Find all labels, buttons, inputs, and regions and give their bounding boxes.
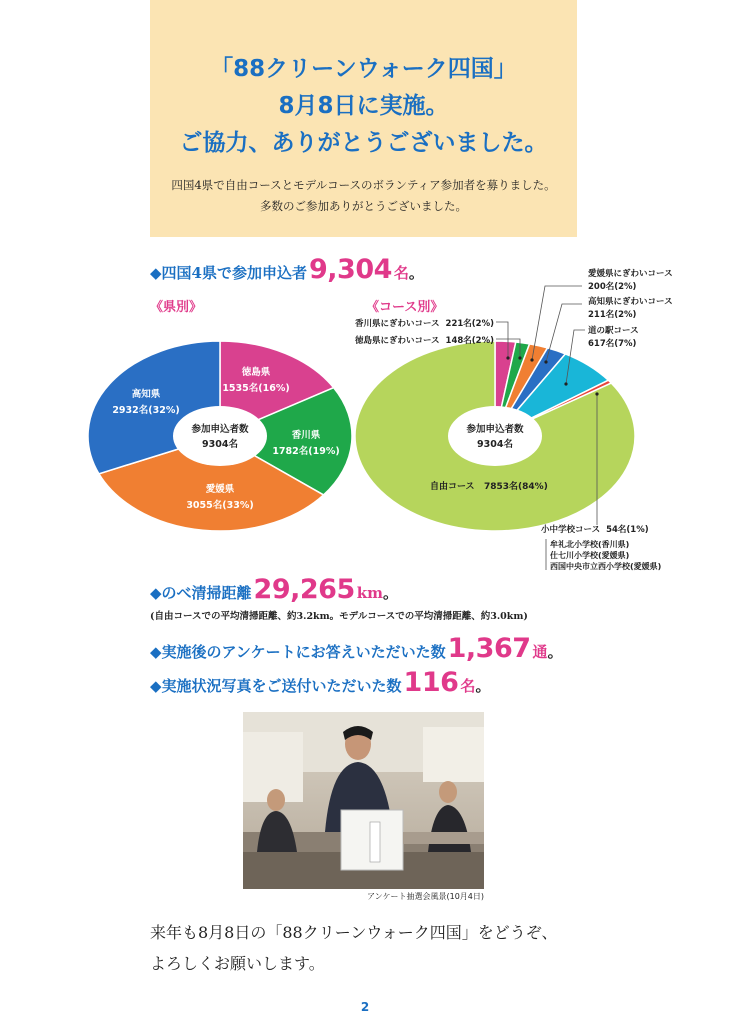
distance-value: 29,265 bbox=[253, 574, 355, 605]
svg-text:徳島県にぎわいコース148名(2%) bbox=[355, 335, 494, 346]
pref-chart-title: 《県別》 bbox=[150, 300, 203, 315]
school-list-item-3: 西国中央市立西小学校(愛媛県) bbox=[550, 562, 662, 571]
intro-line-1: 四国4県で自由コースとモデルコースのボランティア参加者を募りました。 bbox=[171, 178, 556, 192]
slice-label-kagawa-name: 香川県 bbox=[291, 430, 321, 441]
distance-label: ◆のべ清掃距離 bbox=[150, 584, 252, 602]
applicants-suffix: 。 bbox=[408, 264, 424, 282]
course-label-ehime-name: 愛媛県にぎわいコース bbox=[588, 269, 673, 279]
distance-unit: km bbox=[356, 584, 384, 602]
course-label-michinoeki-name: 道の駅コース bbox=[588, 326, 639, 336]
course-label-michinoeki-value: 617名(7%) bbox=[588, 339, 637, 349]
course-chart-title: 《コース別》 bbox=[366, 300, 444, 315]
page-number: 2 bbox=[360, 1000, 370, 1014]
free-course-name: 自由コース bbox=[430, 482, 475, 492]
course-label-ehime-value: 200名(2%) bbox=[588, 282, 637, 292]
title-line-1: 「88クリーンウォーク四国」 bbox=[210, 56, 517, 82]
svg-text:小中学校コース54名(1%) bbox=[541, 524, 649, 535]
course-label-kagawa-name: 香川県にぎわいコース bbox=[354, 319, 440, 329]
course-label-tokushima-name: 徳島県にぎわいコース bbox=[354, 336, 440, 346]
photos-suffix: 。 bbox=[475, 677, 491, 695]
applicants-value: 9,304 bbox=[308, 254, 392, 285]
photos-label: ◆実施状況写真をご送付いただいた数 bbox=[150, 677, 402, 695]
photos-value: 116 bbox=[403, 667, 459, 698]
school-list-item-1: 牟礼北小学校(香川県) bbox=[550, 540, 630, 549]
closing-line-2: よろしくお願いします。 bbox=[150, 954, 325, 973]
course-label-school-name: 小中学校コース bbox=[541, 525, 601, 535]
lottery-photo bbox=[243, 712, 484, 889]
title-line-3: ご協力、ありがとうございました。 bbox=[179, 130, 548, 156]
course-label-kagawa-value: 221名(2%) bbox=[445, 319, 494, 329]
distance-suffix: 。 bbox=[383, 584, 399, 602]
slice-label-kochi-value: 2932名(32%) bbox=[112, 405, 180, 416]
pref-center-hole bbox=[173, 406, 267, 466]
svg-text:香川県にぎわいコース221名(2%) bbox=[355, 318, 494, 329]
slice-label-kagawa-value: 1782名(19%) bbox=[272, 446, 340, 457]
applicants-unit: 名 bbox=[393, 264, 409, 282]
slice-label-ehime-value: 3055名(33%) bbox=[186, 500, 254, 511]
survey-suffix: 。 bbox=[547, 643, 563, 661]
free-course-value: 7853名(84%) bbox=[484, 482, 548, 492]
slice-label-kochi-name: 高知県 bbox=[131, 389, 161, 400]
photos-stat bbox=[150, 667, 490, 698]
course-center-label: 参加申込者数 bbox=[466, 424, 524, 435]
course-label-school-value: 54名(1%) bbox=[606, 525, 649, 535]
survey-value: 1,367 bbox=[447, 633, 531, 664]
distance-stat bbox=[150, 574, 398, 605]
survey-label: ◆実施後のアンケートにお答えいただいた数 bbox=[150, 643, 446, 661]
school-list-item-2: 仕七川小学校(愛媛県) bbox=[550, 551, 630, 560]
photos-unit: 名 bbox=[460, 677, 476, 695]
slice-label-ehime-name: 愛媛県 bbox=[205, 484, 235, 495]
pref-center-value: 9304名 bbox=[202, 439, 238, 450]
course-label-kochi-name: 高知県にぎわいコース bbox=[588, 297, 673, 307]
survey-stat bbox=[150, 633, 563, 664]
course-label-kochi-value: 211名(2%) bbox=[588, 310, 637, 320]
distance-note: (自由コースでの平均清掃距離、約3.2km。モデルコースでの平均清掃距離、約3.0km) bbox=[150, 611, 528, 622]
course-center-value: 9304名 bbox=[477, 439, 513, 450]
course-center-hole bbox=[448, 406, 542, 466]
applicants-label: ◆四国4県で参加申込者 bbox=[150, 264, 307, 282]
slice-label-tokushima-value: 1535名(16%) bbox=[222, 383, 290, 394]
intro-line-2: 多数のご参加ありがとうございました。 bbox=[260, 199, 467, 213]
photo-caption: アンケート抽選会風景(10月4日) bbox=[366, 892, 484, 901]
closing-line-1: 来年も8月8日の「88クリーンウォーク四国」をどうぞ、 bbox=[150, 923, 558, 942]
slice-label-tokushima-name: 徳島県 bbox=[241, 367, 271, 378]
survey-unit: 通 bbox=[532, 643, 548, 661]
pref-center-label: 参加申込者数 bbox=[191, 424, 249, 435]
course-label-tokushima-value: 148名(2%) bbox=[445, 336, 494, 346]
title-line-2: 8月8日に実施。 bbox=[278, 93, 449, 119]
